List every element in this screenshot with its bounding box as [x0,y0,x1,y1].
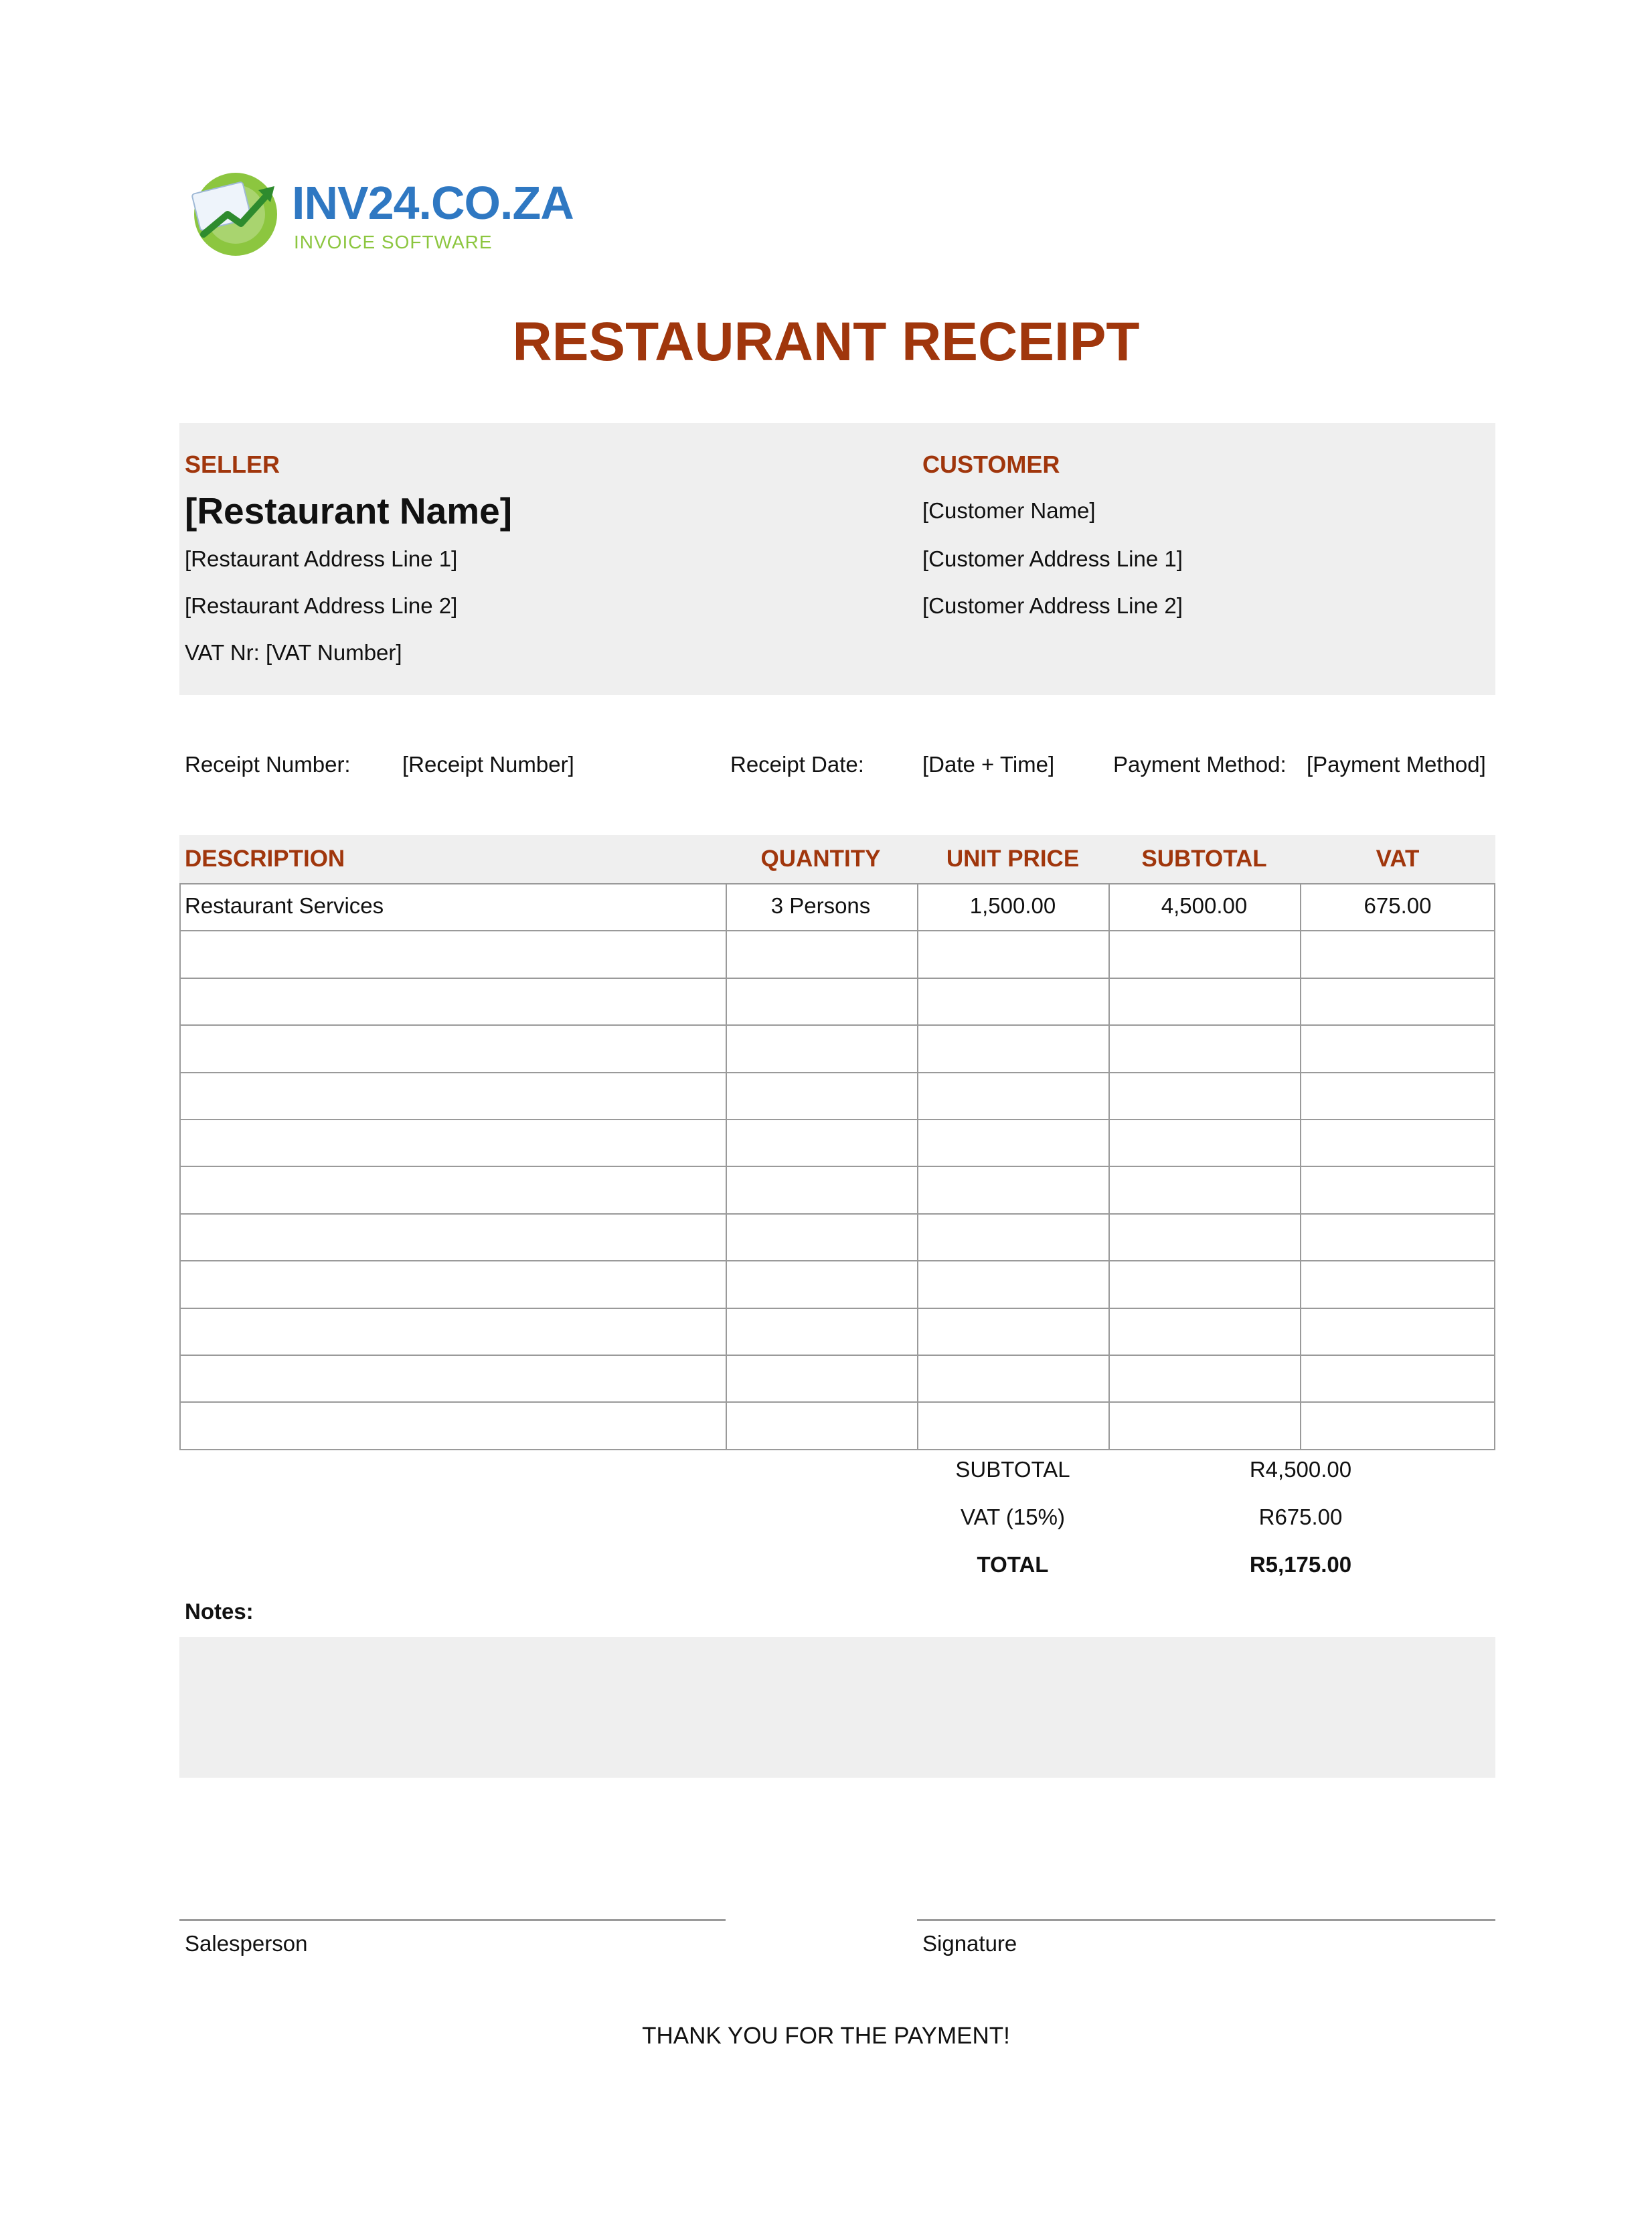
vat-value: R675.00 [1258,1505,1343,1529]
customer-address-2: [Customer Address Line 2] [922,593,1183,618]
row-1-description: Restaurant Services [185,893,384,918]
payment-method-value: [Payment Method] [1307,752,1486,777]
table-column-line [179,883,181,1450]
logo-tagline: INVOICE SOFTWARE [294,232,493,252]
receipt-number-label: Receipt Number: [185,752,351,777]
signature-label: Signature [922,1931,1017,1956]
logo-name: INV24.CO.ZA [292,177,574,229]
total-label: TOTAL [977,1552,1049,1577]
col-unit-price-header: UNIT PRICE [946,846,1080,872]
payment-method-label: Payment Method: [1113,752,1287,777]
table-row-line [179,883,1495,884]
salesperson-label: Salesperson [185,1931,308,1956]
table-column-line [917,883,918,1450]
customer-label: CUSTOMER [922,451,1060,478]
table-row-line [179,1024,1495,1026]
table-row-line [179,1260,1495,1261]
col-quantity-header: QUANTITY [760,846,881,872]
col-vat-header: VAT [1376,846,1420,872]
table-column-line [1494,883,1495,1450]
seller-vat: VAT Nr: [VAT Number] [185,640,402,665]
footer-message: THANK YOU FOR THE PAYMENT! [642,2023,1010,2049]
row-1-subtotal: 4,500.00 [1161,893,1248,918]
receipt-date-value: [Date + Time] [922,752,1055,777]
table-row-line [179,930,1495,931]
row-1-unit-price: 1,500.00 [969,893,1056,918]
col-description-header: DESCRIPTION [185,846,345,872]
table-row-line [179,1119,1495,1120]
table-row-line [179,1449,1495,1450]
signature-line [917,1919,1495,1921]
table-row-line [179,1355,1495,1356]
customer-name: [Customer Name] [922,498,1096,523]
table-row-line [179,1308,1495,1309]
notes-box [179,1637,1495,1778]
table-row-line [179,978,1495,979]
table-column-line [726,883,727,1450]
table-row-line [179,1401,1495,1403]
table-row-line [179,1072,1495,1073]
subtotal-value: R4,500.00 [1249,1457,1352,1482]
vat-label: VAT (15%) [961,1505,1065,1529]
notes-label: Notes: [185,1599,254,1624]
total-value: R5,175.00 [1249,1552,1352,1577]
col-subtotal-header: SUBTOTAL [1141,846,1267,872]
table-column-line [1108,883,1110,1450]
table-row-line [179,1166,1495,1167]
subtotal-label: SUBTOTAL [955,1457,1070,1482]
seller-label: SELLER [185,451,280,478]
salesperson-line [179,1919,726,1921]
seller-address-1: [Restaurant Address Line 1] [185,546,458,571]
receipt-number-value: [Receipt Number] [402,752,574,777]
customer-address-1: [Customer Address Line 1] [922,546,1183,571]
seller-address-2: [Restaurant Address Line 2] [185,593,458,618]
seller-name: [Restaurant Name] [185,490,513,532]
row-1-vat: 675.00 [1364,893,1432,918]
table-column-line [1300,883,1301,1450]
table-row-line [179,1213,1495,1215]
receipt-date-label: Receipt Date: [730,752,864,777]
page-title: RESTAURANT RECEIPT [512,311,1140,372]
row-1-quantity: 3 Persons [770,893,871,918]
